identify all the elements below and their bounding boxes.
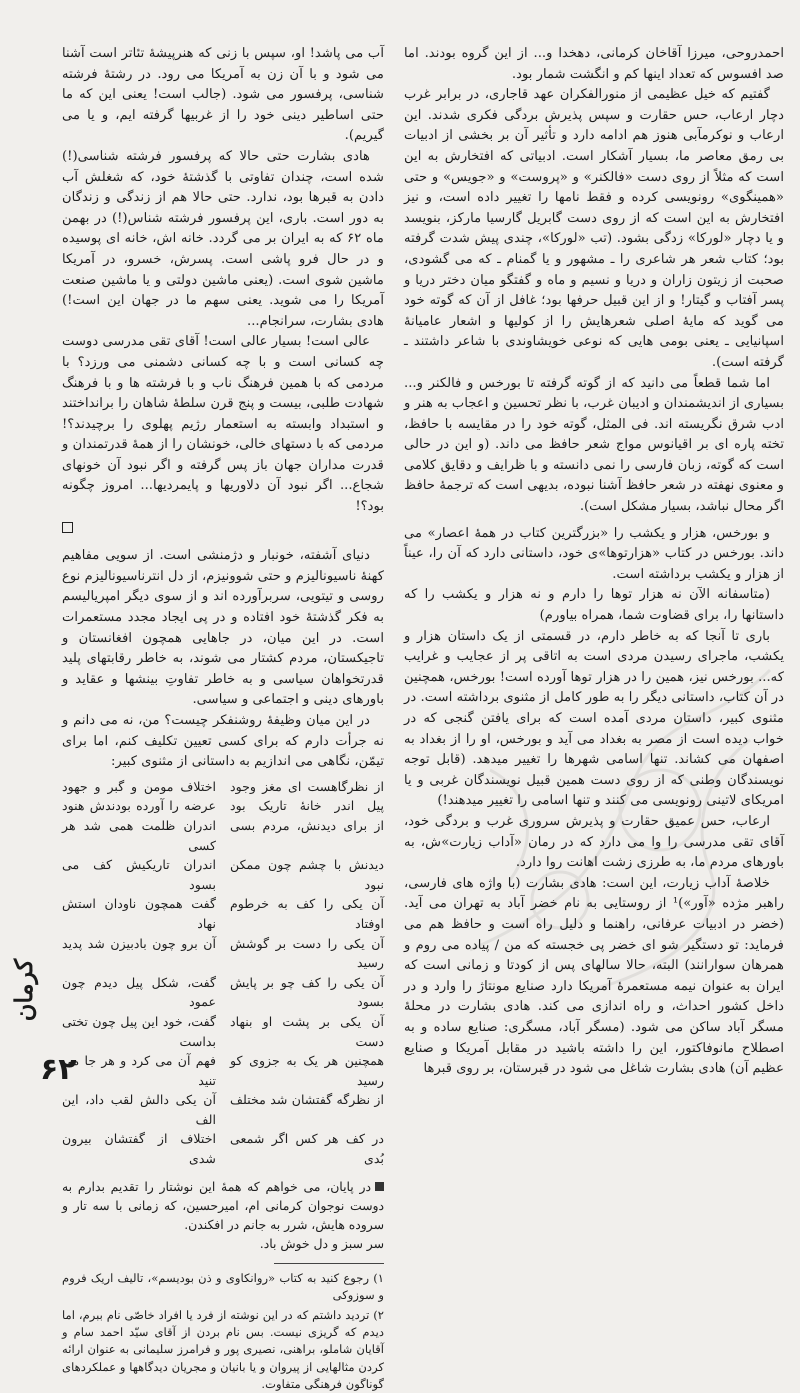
paragraph: ارعاب، حس عمیق حقارت و پذیرش سروری غرب و بردگی خود، آقای تقی مدرسی را وا می دارد که در رمان «آداب زیارت»ش، به باورهای مردم ما، به طرزی زشت اهانت روا دارد.	[404, 813, 784, 871]
poem-hemistich: آن برو چون بادبیزن شد پدید	[62, 935, 216, 951]
kerman-magazine-logo	[8, 930, 56, 1050]
poem-hemistich: اختلاف مومن و گبر و جهود	[62, 778, 216, 794]
paragraph: اما شما قطعاً می دانید که از گوته گرفته تا بورخس و فالکنر و... بسیاری از اندیشمندان و ادیبان غرب، با نظر تحسین و اعجاب به هنر و ادب شرق نگریسته اند. فی المثل، گوته خود را در مقایسه با حافظ، تخته پاره ای بر اقیانوس مواج شعر حافظ می داند. (و این در حالی است که گوته، زبان فارسی را نمی دانسته و با ظرایف و دقایق کلامی و معنوی نهفته در شعر حافظ آشنا نبوده، بدیهی است که ترجمهٔ حافظ اگر محال نباشد، بسیار مشکل است).	[404, 375, 784, 515]
poem-hemistich: فهم آن می کرد و هر جا می تنید	[62, 1053, 216, 1088]
paragraph: آب می پاشد! او، سپس با زنی که هنرپیشهٔ تئاتر است آشنا می شود و با آن زن به آمریکا می رود. در رشتهٔ فرشته شناسی، پرفسور می شود. (جالب است! یعنی این که ما حتی اساطیر دینی خود را از غربیها گرفته ایم، و یا می گیریم).	[62, 46, 384, 144]
poem-hemistich: از نظرگه گفتشان شد مختلف	[230, 1092, 384, 1108]
paragraph: و بورخس، هزار و یکشب را «بزرگترین کتاب در همهٔ اعصار» می داند. بورخس در کتاب «هزارتوها»ی خود، داستانی دارد که آن را، عیناً از هزار و یکشب برداشته است.	[404, 525, 784, 582]
paragraph: باری تا آنجا که به خاطر دارم، در قسمتی از یک داستان هزار و یکشب، ماجرای رسیدن مردی است به اتاقی پر از عجایب و غرایب که... بورخس نیز، همین را در هزار توها آورده است! بورخس، همچنین در آن کتاب، داستانی دیگر را به طور کامل از مثنوی برداشته است. در مثنوی کبیر، داستان مردی آمده است که برای یافتن گنجی که در خواب دیده است از مصر به بغداد می آید و بورخس، او را از بغداد به اصفهان می کشاند. تنها اسامی شهرها را تغییر میدهد. (قابل توجه نویسندگان وطنی که از روی دست همین قبیل نویسندگان غربی و یا امریکای لاتینی رونویسی می کنند و تنها اسامی را تغییر میدهند!)	[404, 628, 784, 809]
paragraph: دنیای آشفته، خونبار و دژمنشی است. از سویی مفاهیم کهنهٔ ناسیونالیزم و حتی شوونیزم، از دل انترناسیونالیزم نوع روسی و تیتویی، سربرآورده اند و از سوی دیگر امپریالیسم به فکر گذشتهٔ خود افتاده و در پی ایجاد مجدد مستعمرات است. در این میان، در جاهایی همچون افغانستان و تاجیکستان، مردم کشتار می شوند، به خاطر رقابتهای پلید قدرتخواهان سیاسی و به خاطر تفاوتِ بینشها و عقاید و باورهای دینی و اجتماعی و سیاسی.	[62, 548, 384, 708]
paragraph: در این میان وظیفهٔ روشنفکر چیست؟ من، نه می دانم و نه جرأت دارم که برای کسی تعیین تکلیف کنم، اما برای تیمّن، نگاهی می اندازیم به داستانی از مثنوی کبیر:	[62, 713, 384, 770]
poem-hemistich: اندران تاریکیش کف می بسود	[62, 857, 216, 892]
poem-hemistich: عرضه را آورده بودندش هنود	[62, 798, 216, 814]
poem-hemistich: در کف هر کس اگر شمعی بُدی	[230, 1131, 384, 1167]
section-end-marker	[62, 518, 384, 547]
end-square-icon	[62, 522, 73, 533]
poem-hemistich: آن یکی را دست بر گوشش رسید	[230, 935, 384, 971]
footnotes	[62, 1270, 384, 1393]
poem-hemistich: از نظرگاهست ای مغز وجود	[230, 778, 384, 794]
poem-hemistich: آن یکی بر پشت او بنهاد دست	[230, 1013, 384, 1049]
footnote-divider	[274, 1263, 384, 1264]
logo-text: کرمان	[9, 958, 38, 1022]
poem-hemistich: پیل اندر خانهٔ تاریک بود	[230, 798, 384, 814]
paragraph: هادی بشارت حتی حالا که پرفسور فرشته شناسی(!) شده است، چندان تفاوتی با گذشتهٔ خود، که شغلش آب دادن به قبرها بود، ندارد. حتی حالا هم از زندگی و زندگان به دور است. باری، این پرفسور فرشته شناس(!) در بهمن ماه ۶۲ که به ایران بر می گردد. خانه اش، خانه ای پوسیده و در حال فرو پاشی است. پسرش، خسرو، در آمریکا ماشین شوی است. (یعنی ماشین دولتی و یا ماشین صنعت آمریکا را می شوید. یعنی سهم ما در جهان این است!) هادی بشارت، سرانجام...	[62, 148, 384, 329]
page-number: ۶۲	[40, 1052, 77, 1087]
paragraph: احمدروحی، میرزا آقاخان کرمانی، دهخدا و... از این گروه بودند. اما صد افسوس که تعداد اینها کم و انگشت شمار بود.	[404, 46, 784, 82]
footnote: ۱) رجوع کنید به کتاب «روانکاوی و ذن بودیسم»، تالیف اریک فروم و سوزوکی	[62, 1270, 384, 1302]
dedication-text: در پایان، می خواهم که همهٔ این نوشتار را تقدیم بدارم به دوست نوجوان کرمانی ام، امیرحسین، که زمانی با سه تار و سروده هایش، شرر به جانم در افکندن.	[62, 1178, 384, 1232]
paragraph: (متاسفانه الآن نه هزار توها را دارم و نه هزار و یکشب را که داستانها را، برای قضاوت شما، همراه بیاورم)	[404, 587, 784, 624]
bullet-square-icon	[375, 1182, 384, 1191]
closing-wish: سر سبز و دل خوش باد.	[259, 1235, 384, 1251]
poem-hemistich: آن یکی دالش لقب داد، این الف	[62, 1092, 216, 1127]
poem-hemistich: آن یکی را کف چو بر پایش بسود	[230, 974, 384, 1010]
poem-hemistich: گفت، خود این پیل چون تختی بداست	[62, 1013, 216, 1049]
poem-hemistich: اندران ظلمت همی شد هر کسی	[62, 817, 216, 853]
poem-hemistich: آن یکی را کف به خرطوم اوفتاد	[230, 896, 384, 931]
poem-hemistich: گفت، شکل پیل دیدم چون عمود	[62, 974, 216, 1010]
poem-hemistich: همچنین هر یک به جزوی کو رسید	[230, 1053, 384, 1088]
left-text-column	[62, 44, 384, 1391]
paragraph: گفتیم که خیل عظیمی از منورالفکران عهد قاجاری، در برابر غرب دچار ارعاب، حس حقارت و سپس پذیرش بردگی فکری شدند. این ارعاب و نوکرمآبی هنوز هم ادامه دارد و تأثیر آن بر بخشی از ادبیات بی رمق معاصر ما، بسیار آشکار است. ادبیاتی که افتخارش به این است که مثلاً از روی دست «فالکنر» و «پروست» و «جویس» و حتی «همینگوی» رونویسی کرده و فقط نامها را تغییر داده است، و نیز افتخارش به این است که از روی دست گابریل گارسیا مارکز، بنویسد و یا دچار «لورکا» زدگی بشود. (تب «لورکا»، چندی پیش شدت گرفته بود؛ کتاب شعر هر شاعری را ـ مشهور و یا گمنام ـ که می گشودی، صحبت از زیتون زاران و دریا و نسیم و ماه و گفتگو میان دختر دریا و پسر آفتاب و گیتار! و از این قبیل حرفها بود؛ غافل از آن که گوته خود می گوید که مایهٔ اصلی شعرهایش را از کولیها و اشعار عامیانهٔ اسپانیایی ـ یعنی بومی هایی که نوعی خویشاوندی با شاعر داشتند ـ گرفته است).	[404, 87, 784, 370]
dedication-note	[62, 1177, 384, 1253]
masnavi-poem	[62, 777, 384, 1169]
paragraph: خلاصهٔ آداب زیارت، این است: هادی بشارت (با واژه های فارسی، راهبر مژده «آور»)¹ از روستایی به نام خضر آباد به تهران می آید. (خضر در ادبیات عرفانی، راهنما و دلیل راه است و حافظ هم می فرماید: تو دستگیر شو ای خضر پی خجسته که من / پیاده می روم و همرهان سوارانند) البته، حالا سالهای پس از کودتا و زمانی است که ایران به عنوان نیمه مستعمرهٔ آمریکا دارد صنایع مونتاژ را وارد و در داخل کشور احداث، و راه اندازی می کند. هادی بشارت در محلهٔ مسگر آباد ساکن می شود. (مسگر آباد، مسگری: صنایع ساده و به اصطلاح مانوفاکتور، این را داشته باشید در مقابل آمریکا و صنایع عظیم آن) هادی بشارت شاغل می شود در قبرستان، بر روی قبرها	[404, 875, 784, 1077]
poem-hemistich: اختلاف از گفتشان بیرون شدی	[62, 1131, 216, 1167]
paragraph: عالی است! بسیار عالی است! آقای تقی مدرسی دوست چه کسانی است و با چه کسانی دشمنی می ورزد؟ با مردمی که با همین فرهنگ ناب و با فرشته ها و با فرهنگ شهادت طلبی، بیست و پنج قرن سلطهٔ شاهان را برانداختند و استبداد وابسته به استعمار رژیم پهلوی را برچیدند؟! مردمی که با دستهای خالی، خونشان را از همهٔ قدرتمندان و قدرت مداران جهان باز پس گرفته و اگر نبود آن خونهای شجاع... اگر نبود آن دلاوریها و پایمردیها... امروز چگونه بود؟!	[62, 334, 384, 515]
poem-hemistich: از برای دیدنش، مردم بسی	[230, 817, 384, 833]
footnote: ۲) تردید داشتم که در این نوشته از فرد یا افراد خاصّی نام ببرم، اما دیدم که گریزی نیست. بس نام بردن از آقای سیّد احمد سام و آقایان شاملو، براهنی، نصیری پور و فرامرز سلیمانی به عنوان ارائه کردن مثالهایی از پیروان و یا بانیان و مجریان دیدگاهها و عملکردهای گوناگون فرهنگی متفاوت.	[62, 1308, 384, 1391]
right-text-column	[400, 44, 784, 1077]
poem-hemistich: دیدنش با چشم چون ممکن نبود	[230, 857, 384, 892]
poem-hemistich: گفت همچون ناودان استش نهاد	[62, 896, 216, 931]
